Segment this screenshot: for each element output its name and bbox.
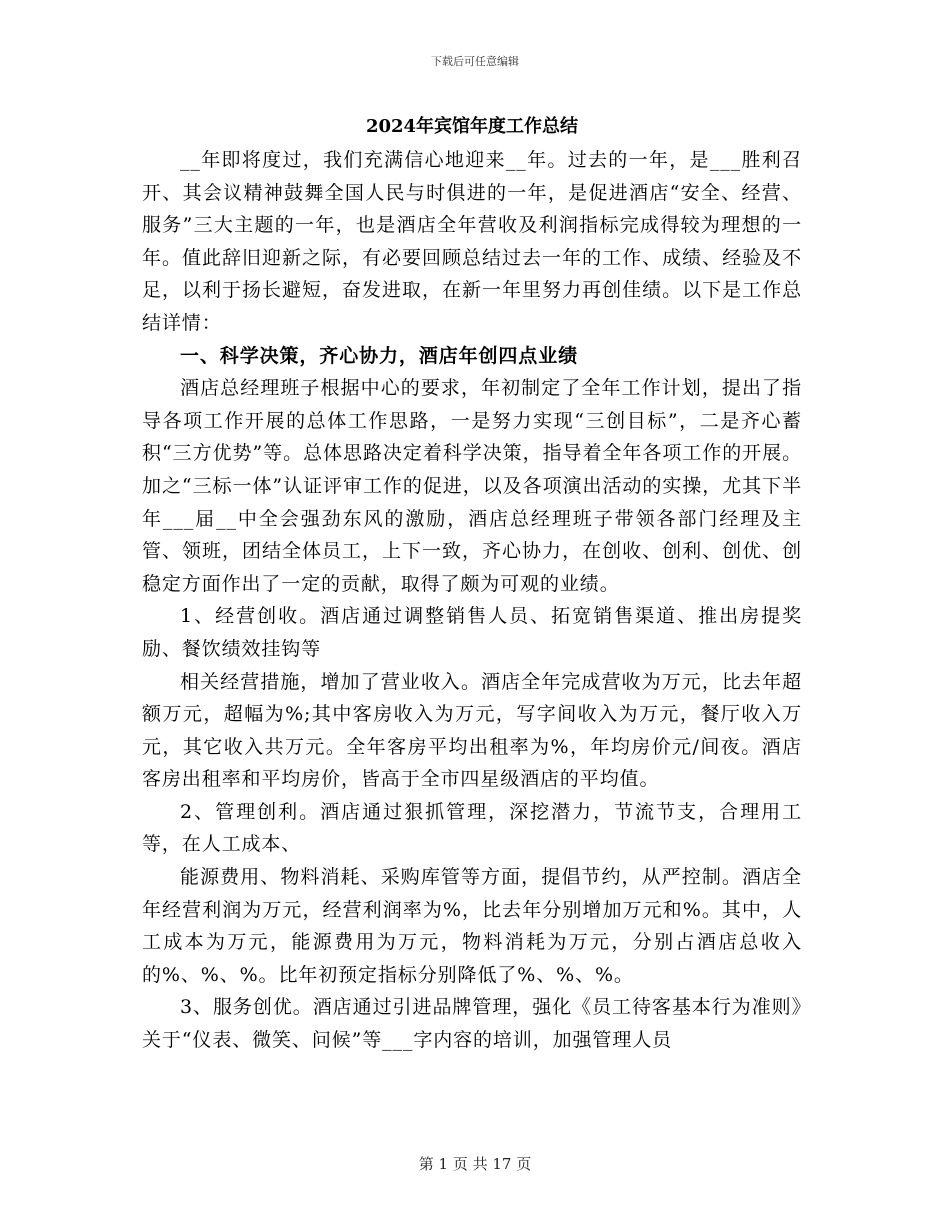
paragraph-intro: __年即将度过，我们充满信心地迎来__年。过去的一年，是___胜利召开、其会议精神鼓舞全国人民与时俱进的一年，是促进酒店“安全、经营、服务”三大主题的一年，也是酒店全年营收及利润指标完成得较为理想的一年。值此辞旧迎新之际，有必要回顾总结过去一年的工作、成绩、经验及不足，以利于扬长避短，奋发进取，在新一年里努力再创佳绩。以下是工作总结详情： <box>142 149 802 334</box>
paragraph-item-2: 2、管理创利。酒店通过狠抓管理，深挖潜力，节流节支，合理用工等，在人工成本、 <box>142 800 802 856</box>
paragraph-decision: 酒店总经理班子根据中心的要求，年初制定了全年工作计划，提出了指导各项工作开展的总体工作思路，一是努力实现“三创目标”，二是齐心蓄积“三方优势”等。总体思路决定着科学决策，指导着全年各项工作的开展。加之“三标一体”认证评审工作的促进，以及各项演出活动的实操，尤其下半年___届__中全会强劲东风的激励，酒店总经理班子带领各部门经理及主管、领班，团结全体员工，上下一致，齐心协力，在创收、创利、创优、创稳定方面作出了一定的贡献，取得了颇为可观的业绩。 <box>142 377 802 595</box>
paragraph-item-3: 3、服务创优。酒店通过引进品牌管理，强化《员工待客基本行为准则》关于“仪表、微笑、问候”等___字内容的培训，加强管理人员 <box>142 996 802 1052</box>
paragraph-list <box>142 144 802 1057</box>
paragraph-item-2-continued: 能源费用、物料消耗、采购库管等方面，提倡节约，从严控制。酒店全年经营利润为万元，经营利润率为%，比去年分别增加万元和%。其中，人工成本为万元，能源费用为万元，物料消耗为万元，分别占酒店总收入的%、%、%。比年初预定指标分别降低了%、%、%。 <box>142 866 802 986</box>
document-body <box>142 112 802 1057</box>
download-note: 下载后可任意编辑 <box>431 55 519 68</box>
paragraph-item-1: 1、经营创收。酒店通过调整销售人员、拓宽销售渠道、推出房提奖励、餐饮绩效挂钩等 <box>142 605 802 660</box>
document-title: 2024年宾馆年度工作总结 <box>365 116 579 137</box>
page-number: 第 1 页 共 17 页 <box>418 1155 532 1173</box>
section-heading-1: 一、科学决策，齐心协力，酒店年创四点业绩 <box>180 344 579 367</box>
paragraph-item-1-continued: 相关经营措施，增加了营业收入。酒店全年完成营收为万元，比去年超额万元，超幅为%;其中客房收入为万元，写字间收入为万元，餐厅收入万元，其它收入共万元。全年客房平均出租率为%，年均房价元/间夜。酒店客房出租率和平均房价，皆高于全市四星级酒店的平均值。 <box>142 670 802 791</box>
